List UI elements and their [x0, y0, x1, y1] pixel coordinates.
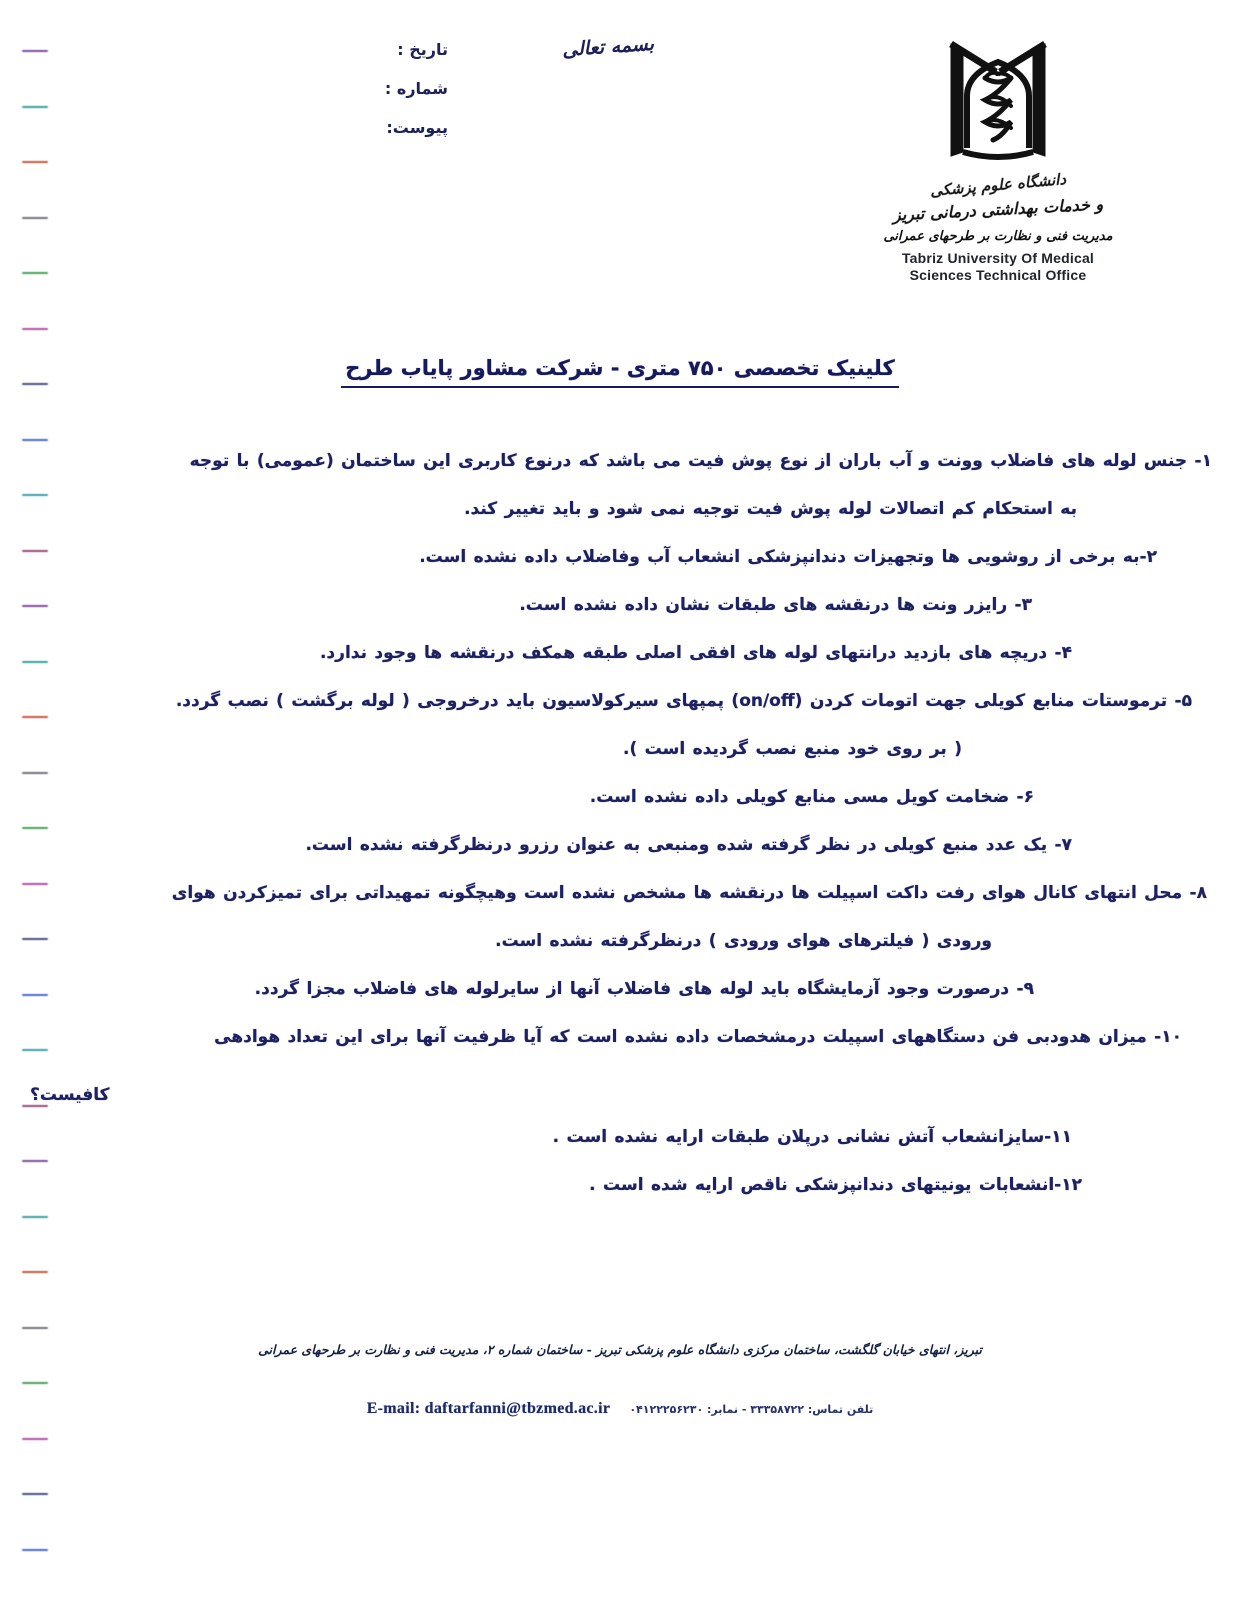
- document-line: ۱۰- میزان هدودبی فن دستگاههای اسپیلت درمشخصات داده نشده است که آیا ظرفیت آنها برای این تعداد هوادهی: [214, 1027, 1182, 1047]
- scan-dash-mark: [22, 106, 48, 108]
- footer-phone: تلفن تماس: ۳۳۳۵۸۷۲۲ - نمابر: ۰۴۱۲۲۲۵۶۲۳۰: [629, 1403, 874, 1416]
- logo-english-line2: Sciences Technical Office: [909, 267, 1087, 283]
- scan-dash-mark: [22, 1327, 48, 1329]
- logo-english-caption: [868, 250, 1128, 284]
- footer-contact-row: [0, 1398, 1240, 1418]
- scan-dash-mark: [22, 272, 48, 274]
- document-line: ۵- ترموستات منابع کویلی جهت اتومات کردن (on/off) پمپهای سیرکولاسیون باید درخروجی ( لوله برگشت ) نصب گردد.: [175, 691, 1192, 711]
- attachment-field-label: پیوست:: [386, 118, 448, 137]
- document-line: ۷- یک عدد منبع کویلی در نظر گرفته شده ومنبعی به عنوان رزرو درنظرگرفته نشده است.: [305, 835, 1072, 855]
- logo-calligraphy-line1: دانشگاه علوم پزشکی: [929, 170, 1067, 200]
- document-line: ۲-به برخی از روشویی ها وتجهیزات دندانپزشکی انشعاب آب وفاضلاب داده نشده است.: [419, 547, 1157, 567]
- number-field-label: شماره :: [384, 79, 448, 98]
- university-logo-block: [868, 22, 1128, 284]
- document-line: ۴- دریچه های بازدید درانتهای لوله های افقی اصلی طبقه همکف درنقشه ها وجود ندارد.: [319, 643, 1072, 663]
- document-line: ۱- جنس لوله های فاضلاب وونت و آب باران از نوع پوش فیت می باشد که درنوع کاربری این ساختمان (عمومی) با توجه: [189, 451, 1212, 471]
- document-line: ۱۲-انشعابات یونیتهای دندانپزشکی ناقص ارایه شده است .: [589, 1175, 1082, 1195]
- document-line: ۱۱-سایزانشعاب آتش نشانی درپلان طبقات ارایه نشده است .: [552, 1127, 1072, 1147]
- scan-dash-mark: [22, 1549, 48, 1551]
- scan-dash-mark: [22, 161, 48, 163]
- document-title: کلینیک تخصصی ۷۵۰ متری - شرکت مشاور پایاب طرح: [341, 356, 898, 388]
- logo-english-line1: Tabriz University Of Medical: [901, 250, 1095, 266]
- scan-dash-mark: [22, 328, 48, 330]
- bismillah-text: بسمه تعالی: [561, 32, 655, 62]
- document-line: ۸- محل انتهای کانال هوای رفت داکت اسپیلت ها درنقشه ها مشخص نشده است وهیچگونه تمهیداتی برای تمیزکردن هوای: [171, 883, 1207, 903]
- scan-dash-mark: [22, 1438, 48, 1440]
- footer-address: تبریز، انتهای خیابان گلگشت، ساختمان مرکزی دانشگاه علوم پزشکی تبریز - ساختمان شماره ۲، مدیریت فنی و نظارت بر طرحهای عمرانی: [258, 1342, 982, 1357]
- scan-dash-mark: [22, 439, 48, 441]
- document-title-row: [0, 356, 1240, 388]
- document-line: ۶- ضخامت کویل مسی منابع کویلی داده نشده است.: [589, 787, 1034, 807]
- reference-fields: [338, 40, 448, 157]
- document-line: ۹- درصورت وجود آزمایشگاه باید لوله های فاضلاب آنها از سایرلوله های فاضلاب مجزا گردد.: [254, 979, 1034, 999]
- scan-dash-mark: [22, 1271, 48, 1273]
- university-logo-icon: [923, 22, 1073, 174]
- logo-calligraphy-line3: مدیریت فنی و نظارت بر طرحهای عمرانی: [883, 229, 1113, 244]
- scan-dash-mark: [22, 50, 48, 52]
- scan-dash-mark: [22, 1493, 48, 1495]
- logo-calligraphy-line2: و خدمات بهداشتی درمانی تبریز: [892, 194, 1104, 225]
- document-line: ( بر روی خود منبع نصب گردیده است ).: [623, 739, 962, 759]
- document-line: به استحکام کم اتصالات لوله پوش فیت توجیه نمی شود و باید تغییر کند.: [464, 499, 1077, 519]
- document-line: کافیست؟: [30, 1085, 110, 1105]
- document-line: ۳- رایزر ونت ها درنقشه های طبقات نشان داده نشده است.: [519, 595, 1032, 615]
- date-field-label: تاریخ :: [397, 40, 448, 59]
- scan-dash-mark: [22, 217, 48, 219]
- document-line: ورودی ( فیلترهای هوای ورودی ) درنظرگرفته نشده است.: [495, 931, 992, 951]
- footer-email: E-mail: daftarfanni@tbzmed.ac.ir: [366, 1400, 611, 1417]
- scan-dash-mark: [22, 1382, 48, 1384]
- document-body: [30, 448, 1212, 1220]
